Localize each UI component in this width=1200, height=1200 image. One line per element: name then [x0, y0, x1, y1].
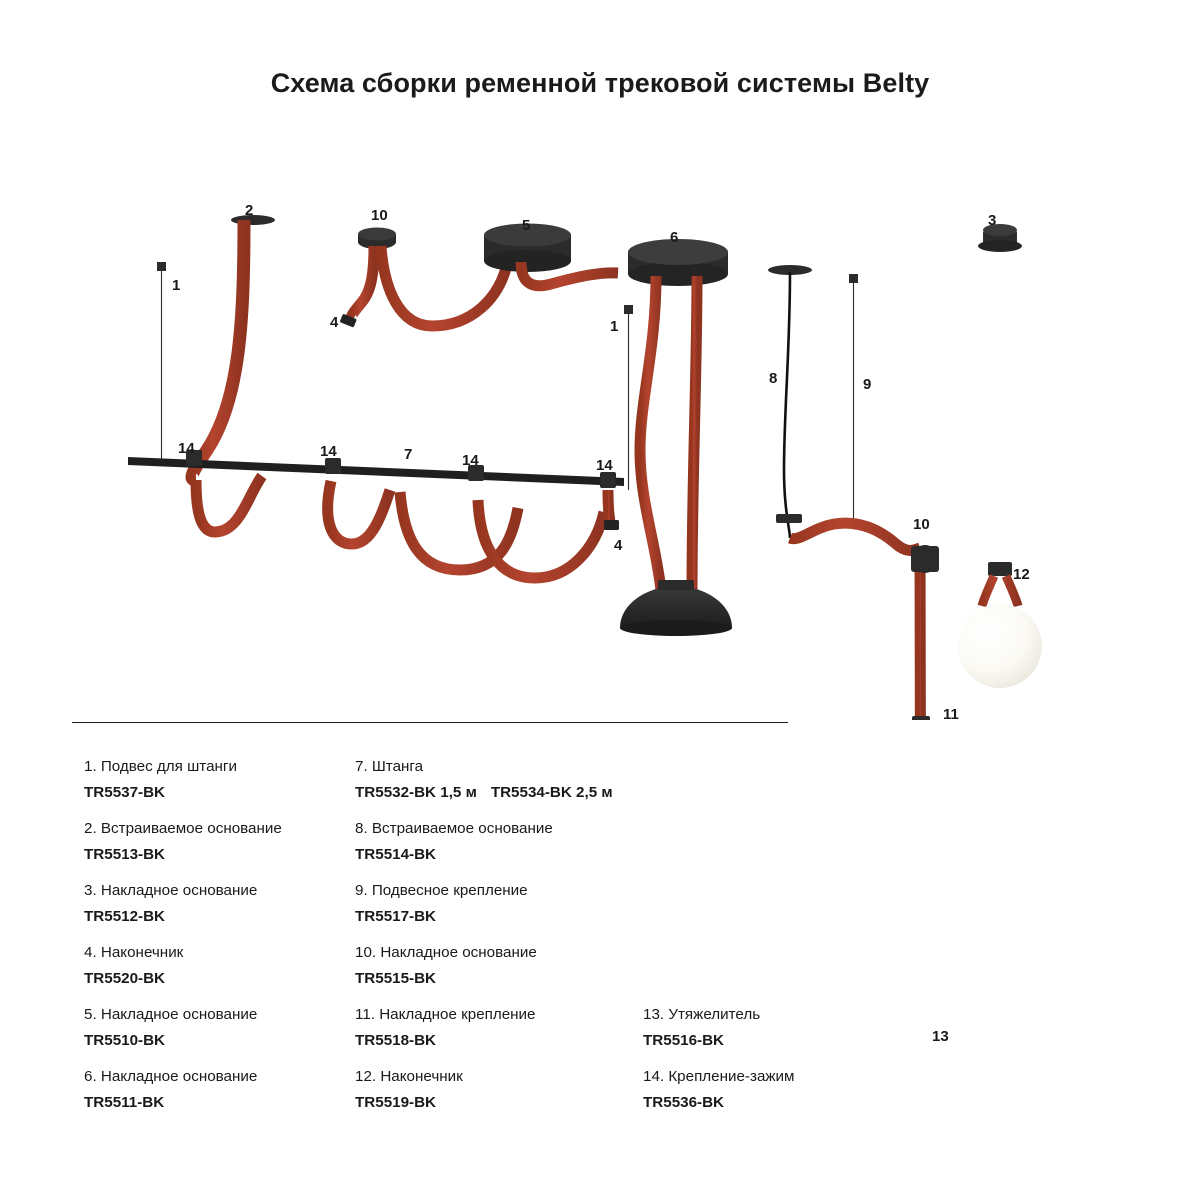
part-14-clamp [325, 458, 341, 474]
callout-8: 8 [769, 370, 778, 387]
legend-item-2 [84, 820, 334, 864]
legend-item-4-name: 4. Наконечник [84, 944, 184, 961]
legend-item-9-code: TR5517-BK [355, 908, 437, 926]
callout-3: 3 [988, 212, 997, 229]
legend-item-6-code: TR5511-BK [84, 1094, 165, 1112]
callout-10-upper: 10 [371, 207, 388, 224]
callout-9: 9 [863, 376, 872, 393]
legend-item-7-code-b: TR5534-BK 2,5 м [490, 784, 613, 802]
legend-item-8 [355, 820, 635, 864]
part-1-rod-hanger-right [624, 305, 633, 490]
callout-13: 13 [932, 1028, 949, 1045]
part-7-rod [128, 457, 624, 486]
legend-item-14-name: 14. Крепление-зажим [643, 1068, 795, 1085]
legend-item-3-name: 3. Накладное основание [84, 882, 258, 899]
legend-item-8-code: TR5514-BK [355, 846, 437, 864]
callout-6: 6 [670, 229, 679, 246]
callout-12: 12 [1013, 566, 1030, 583]
legend-item-10 [355, 944, 635, 988]
callout-2: 2 [245, 202, 254, 219]
legend-item-3-code: TR5512-BK [84, 908, 166, 926]
belt-right-run [790, 523, 939, 720]
callout-14-c: 14 [462, 452, 479, 469]
legend-item-6 [84, 1068, 334, 1112]
legend-item-1 [84, 758, 334, 802]
legend-item-2-code: TR5513-BK [84, 846, 166, 864]
callout-11: 11 [943, 706, 959, 723]
legend-item-10-code: TR5515-BK [355, 970, 437, 988]
legend-item-5 [84, 1006, 334, 1050]
part-6-surface-base-large [620, 239, 732, 636]
legend-item-9 [355, 882, 635, 926]
legend-item-7-name: 7. Штанга [355, 758, 424, 775]
part-8-recessed-base [768, 265, 812, 538]
legend-item-5-name: 5. Накладное основание [84, 1006, 258, 1023]
legend-item-11 [355, 1006, 635, 1050]
legend-item-12 [355, 1068, 635, 1112]
legend-divider [72, 722, 788, 723]
legend-item-2-name: 2. Встраиваемое основание [84, 820, 282, 837]
callout-14-b: 14 [320, 443, 337, 460]
callout-1-left: 1 [172, 277, 181, 294]
part-3-surface-base [958, 224, 1042, 688]
callout-10-right: 10 [913, 516, 930, 533]
part-2-recessed-base [192, 215, 275, 480]
callout-14-d: 14 [596, 457, 613, 474]
callout-5: 5 [522, 217, 531, 234]
part-1-rod-hanger-left [157, 262, 166, 462]
legend-item-5-code: TR5510-BK [84, 1032, 166, 1050]
legend-item-9-name: 9. Подвесное крепление [355, 882, 528, 899]
legend-item-10-name: 10. Накладное основание [355, 944, 537, 961]
legend-item-7 [355, 758, 635, 802]
page-title: Схема сборки ременной трековой системы Belty [270, 68, 930, 98]
callout-4-left: 4 [330, 314, 339, 331]
part-14-clamp [600, 472, 616, 488]
legend-item-14 [643, 1068, 893, 1112]
legend-item-1-code: TR5537-BK [84, 784, 166, 802]
part-11-surface-mount [912, 716, 930, 720]
legend-item-11-code: TR5518-BK [355, 1032, 437, 1050]
legend-item-7-code-a: TR5532-BK 1,5 м [355, 784, 477, 802]
legend-item-11-name: 11. Накладное крепление [355, 1006, 536, 1023]
globe-shade [958, 604, 1042, 688]
legend-item-3 [84, 882, 334, 926]
legend-item-12-code: TR5519-BK [355, 1094, 437, 1112]
legend-item-4 [84, 944, 334, 988]
part-4-end-cap-bottom [604, 520, 619, 530]
part-12-end-cap [988, 562, 1012, 576]
legend-item-1-name: 1. Подвес для штанги [84, 758, 237, 775]
legend-item-12-name: 12. Наконечник [355, 1068, 463, 1085]
callout-4-bottom: 4 [614, 537, 623, 554]
legend-item-13 [643, 1006, 893, 1050]
legend-item-13-code: TR5516-BK [643, 1032, 725, 1050]
diagram-illustration [0, 150, 1200, 720]
callout-7: 7 [404, 446, 413, 463]
legend-item-4-code: TR5520-BK [84, 970, 166, 988]
part-9-suspension-mount [849, 274, 858, 520]
callout-1-right: 1 [610, 318, 619, 335]
legend-item-6-name: 6. Накладное основание [84, 1068, 258, 1085]
legend-item-7-code [355, 784, 635, 802]
legend-item-8-name: 8. Встраиваемое основание [355, 820, 553, 837]
legend-item-14-code: TR5536-BK [643, 1094, 725, 1112]
callout-14-a: 14 [178, 440, 195, 457]
legend-item-13-name: 13. Утяжелитель [643, 1006, 761, 1023]
